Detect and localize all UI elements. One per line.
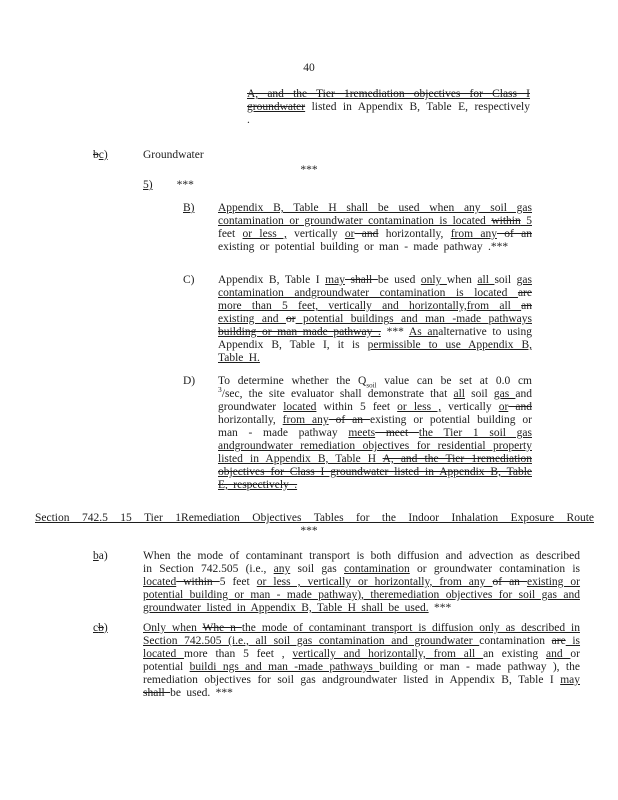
- list-item-D: [183, 375, 532, 492]
- list-item-C: [183, 274, 532, 365]
- list-item-c-groundwater: [93, 149, 618, 162]
- list-item-B: [183, 202, 532, 254]
- list-label-ba: ba): [93, 550, 108, 562]
- list-item-text: Groundwater: [143, 149, 204, 161]
- paragraph-D: To determine whether the $Q_{soil}$ value can be set at 0.0 cm $^3$/sec, the site evaluator shall demonstrate that all soil gas and groundwater located within 5 feet or less , vertically or and horizontally, from any of an existing or potential building or man - made pathway meets meet the Tier 1 soil gas andgroundwater remediation objectives for residential property listed in Appendix B, Table H A, and the Tier 1remediation objectives for Class I groundwater listed in Appendix B, Table E, respectively .: [218, 375, 533, 491]
- paragraph-continuation: A, and the Tier 1remediation objectives for Class I groundwater listed in Appendix B, Table E, respectively .: [247, 88, 530, 126]
- list-label-D: D): [183, 375, 196, 387]
- paragraph-C: Appendix B, Table I may shall be used only when all soil gas contamination andgroundwater contamination is located are more than 5 feet, vertically and horizontally,from all an existing and or potential buildings and man -made pathways building or man made pathway . *** As analternative to using Appendix B, Table I, it is permissible to use Appendix B, Table H.: [218, 274, 532, 364]
- section-heading: Section 742.5 15 Tier 1Remediation Objectives Tables for the Indoor Inhalation Exposure Route: [35, 512, 594, 524]
- list-item-5: [143, 179, 618, 192]
- paragraph-b: Only when Whe n the mode of contaminant transport is diffusion only as described in Section 742.505 (i.e., all soil gas contamination and groundwater contamination are is located more than 5 feet , vertically and horizontally, from all an existing and or potential buildi ngs and man -made pathways building or man - made pathway ), the remediation objectives for soil gas andgroundwater listed in Appendix B, Table I may shall be used. ***: [143, 622, 581, 699]
- asterisk-separator: ***: [300, 525, 318, 537]
- paragraph-B: Appendix B, Table H shall be used when any soil gas contamination or groundwater contamination is located within 5 feet or less , vertically or and horizontally, from any of an existing or potential building or man - made pathway .***: [218, 202, 532, 253]
- page-number: 40: [303, 62, 315, 74]
- list-label-bc: bc): [93, 149, 108, 161]
- list-label-C: C): [183, 274, 195, 286]
- asterisk-separator: ***: [176, 179, 194, 191]
- list-label-5: 5): [143, 179, 153, 191]
- list-item-b: [93, 622, 580, 700]
- asterisk-separator: ***: [300, 164, 318, 176]
- list-item-a: [93, 550, 580, 615]
- paragraph-a: When the mode of contaminant transport is both diffusion and advection as described in Section 742.505 (i.e., any soil gas contamination or groundwater contamination is located within 5 feet or less , vertically or horizontally, from any of an existing or potential building or man - made pathway), theremediation objectives for soil gas and groundwater listed in Appendix B, Table H shall be used. ***: [143, 550, 581, 614]
- list-label-B: B): [183, 202, 195, 214]
- list-label-cb: cb): [93, 622, 108, 634]
